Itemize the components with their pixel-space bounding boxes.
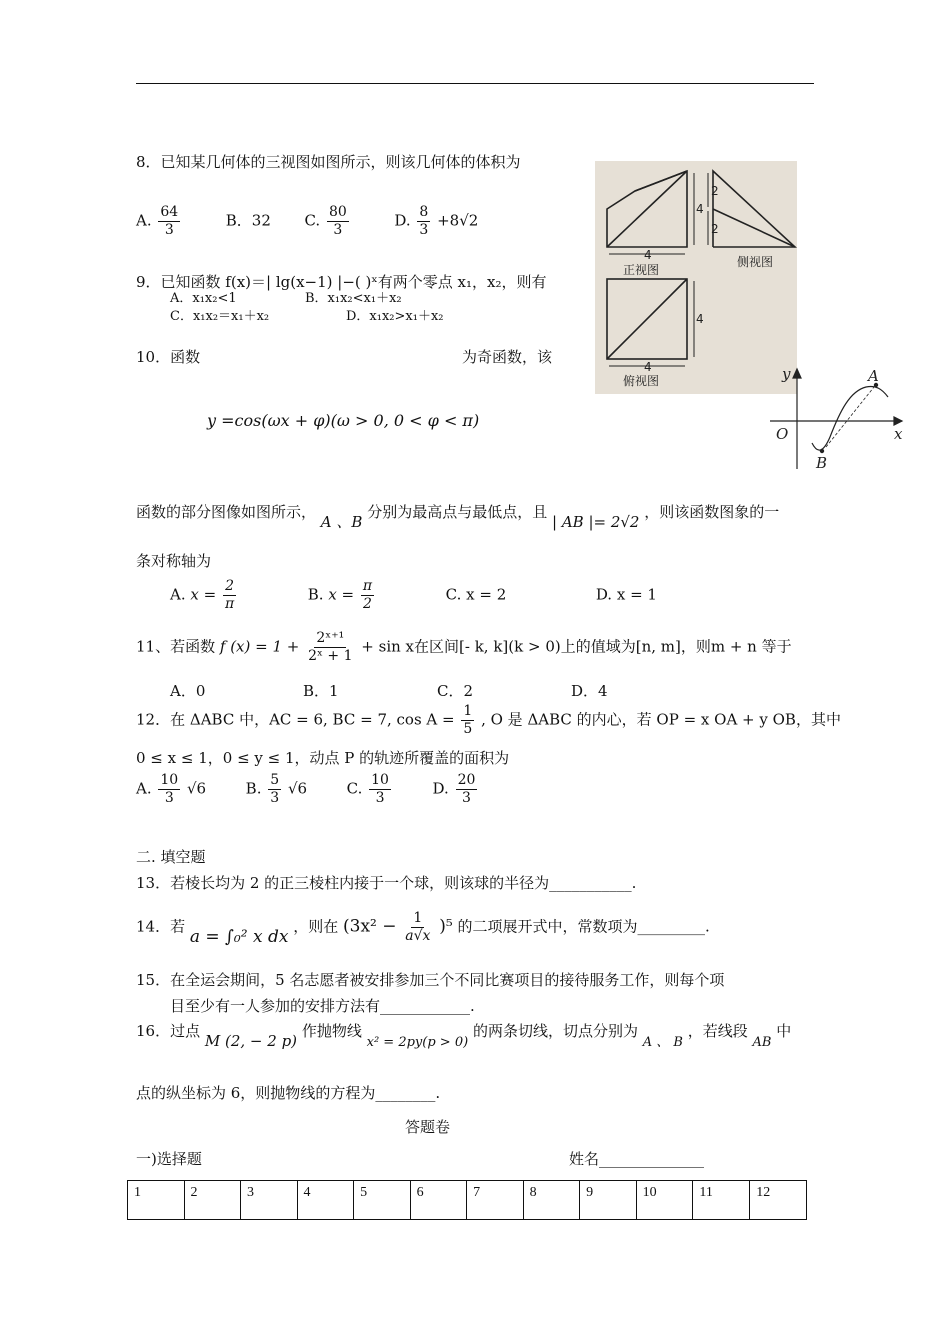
q10-body-4: 条对称轴为 <box>136 552 212 570</box>
top-view-label: 俯视图 <box>623 374 660 388</box>
q12-option-c-label: C. <box>346 779 363 798</box>
answer-cell-6[interactable]: 6 <box>410 1181 467 1220</box>
q12-line1-a: 12．在 ΔABC 中，AC = 6, BC = 7, cos A = <box>136 710 455 729</box>
header-rule <box>136 83 814 84</box>
q11-fraction: $\frac{\text{2ˣ⁺¹}}{\text{2ˣ + 1}}$ <box>308 630 353 664</box>
q12-option-b-label: B. <box>245 779 262 798</box>
q16-point-m: M (2, − 2 p) <box>204 1032 298 1050</box>
side-view-dim-upper: 2 <box>711 184 719 198</box>
answer-cell-1[interactable]: 1 <box>128 1181 185 1220</box>
q12-options <box>136 772 479 807</box>
q15-line2: 目至少有一人参加的安排方法有____________. <box>170 997 475 1015</box>
answer-sheet-title: 答题卷 <box>405 1118 451 1136</box>
q12-option-d-fraction: $\frac{20}{3}$ <box>457 772 476 806</box>
q8-stem: 8．已知某几何体的三视图如图所示，则该几何体的体积为 <box>136 153 521 171</box>
q10-function-graph <box>770 365 910 475</box>
three-view-drawing <box>595 161 797 394</box>
q14-expr-fraction: $\frac{1}{a√x}$ <box>405 910 431 944</box>
q12-line1 <box>136 703 841 738</box>
q10-body-1: 函数的部分图像如图所示， <box>136 503 317 521</box>
graph-y-label: y <box>782 365 791 383</box>
q10-option-c: C. x = 2 <box>445 585 507 604</box>
q16-line2: 点的纵坐标为 6，则抛物线的方程为________. <box>136 1084 441 1102</box>
answer-cell-9[interactable]: 9 <box>580 1181 637 1220</box>
q12-option-c-fraction: $\frac{10}{3}$ <box>371 772 389 806</box>
q10-head: 10．函数 <box>136 348 201 366</box>
q12-option-b-radical: √6 <box>287 779 308 798</box>
q14-expr-b: )⁵ <box>439 916 453 937</box>
answer-sheet-section: 一)选择题 <box>136 1150 202 1168</box>
q10-body-line1 <box>136 503 780 531</box>
q10-option-b-fraction: $\frac{\pi}{2}$ <box>362 578 373 612</box>
q10-options <box>170 578 657 613</box>
answer-cell-12[interactable]: 12 <box>750 1181 807 1220</box>
q12-option-a-label: A. <box>136 779 152 798</box>
q9-option-a: A．x₁x₂<1 <box>170 291 237 306</box>
q14-integral: a = ∫₀² x dx <box>189 926 289 947</box>
q12-option-b-fraction: $\frac{5}{3}$ <box>270 772 280 806</box>
q16-lead: 16．过点 <box>136 1022 201 1040</box>
q16-mid2: 的两条切线，切点分别为 <box>472 1022 638 1040</box>
three-view-svg <box>595 161 797 394</box>
q12-option-a-fraction: $\frac{10}{3}$ <box>160 772 179 806</box>
q8-option-d-label: D. <box>394 211 411 230</box>
q10-option-d: D. x = 1 <box>595 585 657 604</box>
q12-line1-b: , O 是 ΔABC 的内心，若 OP = x OA + y OB，其中 <box>481 710 841 729</box>
top-view-dim-width: 4 <box>644 360 652 374</box>
q11-line <box>136 630 792 665</box>
q10-body-3: ，则该函数图象的一 <box>644 503 780 521</box>
q16-parabola: x² = 2py(p > 0) <box>366 1035 469 1050</box>
q12-line2: 0 ≤ x ≤ 1，0 ≤ y ≤ 1，动点 P 的轨迹所覆盖的面积为 <box>136 749 510 767</box>
q9-stem: 9．已知函数 f(x)＝| lg(x−1) |−( )ˣ有两个零点 x₁，x₂，则有 <box>136 273 547 291</box>
q10-formula: y =cos(ωx + φ)(ω > 0, 0 < φ < π) <box>207 411 480 430</box>
graph-point-a-label: A <box>868 367 879 385</box>
q16-points: A 、 B <box>642 1035 683 1050</box>
answer-cell-2[interactable]: 2 <box>184 1181 241 1220</box>
q11-option-d: D．4 <box>571 682 608 700</box>
answer-cell-7[interactable]: 7 <box>467 1181 524 1220</box>
q8-options <box>136 204 478 239</box>
q16-segment: AB <box>752 1035 772 1050</box>
point-b-marker <box>820 449 824 453</box>
q9-option-b: B．x₁x₂<x₁＋x₂ <box>305 291 402 306</box>
q11-fx: f (x) = 1 + <box>219 637 300 656</box>
q8-option-a-fraction: $\frac{64}{3}$ <box>160 204 179 238</box>
q8-option-b: B．32 <box>225 211 271 230</box>
graph-point-b-label: B <box>816 454 828 472</box>
graph-origin-label: O <box>776 425 789 443</box>
q11-rest: + sin x在区间[- k, k](k > 0)上的值域为[n, m]，则m + n 等于 <box>361 637 792 656</box>
q8-option-d-fraction: $\frac{8}{3}$ <box>419 204 429 238</box>
q11-option-a: A．0 <box>170 682 206 700</box>
q15-line1: 15．在全运会期间，5 名志愿者被安排参加三个不同比赛项目的接待服务工作，则每个项 <box>136 971 725 989</box>
section-fill-in-title: 二. 填空题 <box>136 848 206 866</box>
q16-mid: 作抛物线 <box>301 1022 362 1040</box>
answer-cell-3[interactable]: 3 <box>241 1181 298 1220</box>
answer-cell-11[interactable]: 11 <box>693 1181 750 1220</box>
side-view-dim-lower: 2 <box>711 222 719 236</box>
answer-grid <box>127 1180 807 1220</box>
q9-option-d: D．x₁x₂>x₁＋x₂ <box>346 309 444 324</box>
q14-lead: 14．若 <box>136 917 186 936</box>
q10-points: A 、B <box>320 513 363 531</box>
answer-cell-10[interactable]: 10 <box>636 1181 693 1220</box>
q14-mid: ，则在 <box>293 917 339 936</box>
q16-mid3: ，若线段 <box>687 1022 748 1040</box>
q8-option-a-label: A. <box>136 211 152 230</box>
q10-option-a-label: A. <box>170 585 186 604</box>
side-view-label: 侧视图 <box>737 255 774 269</box>
q8-option-c-label: C. <box>304 211 321 230</box>
q12-option-a-radical: √6 <box>187 779 207 798</box>
answer-cell-4[interactable]: 4 <box>297 1181 354 1220</box>
q12-option-d-label: D. <box>432 779 449 798</box>
answer-cell-8[interactable]: 8 <box>523 1181 580 1220</box>
q12-cos-fraction: $\frac{1}{5}$ <box>463 703 473 737</box>
q14-tail: 的二项展开式中，常数项为_________. <box>457 917 710 936</box>
name-field-label: 姓名______________ <box>569 1150 705 1168</box>
q10-option-b-x: x = <box>328 585 355 604</box>
answer-grid-row <box>128 1181 807 1220</box>
q16-end: 中 <box>776 1022 792 1040</box>
q10-option-a-fraction: $\frac{2}{\pi}$ <box>224 578 235 612</box>
front-view-label: 正视图 <box>623 263 660 277</box>
graph-x-label: x <box>894 425 903 443</box>
q10-head-right: 为奇函数，该 <box>462 348 553 366</box>
front-view-dim-height: 4 <box>696 202 704 216</box>
q14-expr-a: (3x² − <box>343 916 397 937</box>
q13: 13．若棱长均为 2 的正三棱柱内接于一个球，则该球的半径为___________. <box>136 874 637 892</box>
q11-option-b: B．1 <box>303 682 339 700</box>
q11-option-c: C．2 <box>437 682 474 700</box>
top-view-dim-height: 4 <box>696 312 704 326</box>
q8-option-c-fraction: $\frac{80}{3}$ <box>328 204 347 238</box>
q14-line <box>136 910 710 945</box>
q8-option-d-tail: +8√2 <box>437 211 479 230</box>
q11-lead: 11、若函数 <box>136 637 216 656</box>
front-view-dim-width: 4 <box>644 248 652 262</box>
q9-option-c: C．x₁x₂＝x₁＋x₂ <box>170 309 270 324</box>
q10-ab-length: | AB |= 2√2 <box>552 513 640 531</box>
q10-option-a-x: x = <box>190 585 217 604</box>
q10-option-b-label: B. <box>307 585 324 604</box>
q16-line1 <box>136 1022 792 1050</box>
q10-body-2: 分别为最高点与最低点，且 <box>367 503 548 521</box>
answer-cell-5[interactable]: 5 <box>354 1181 411 1220</box>
